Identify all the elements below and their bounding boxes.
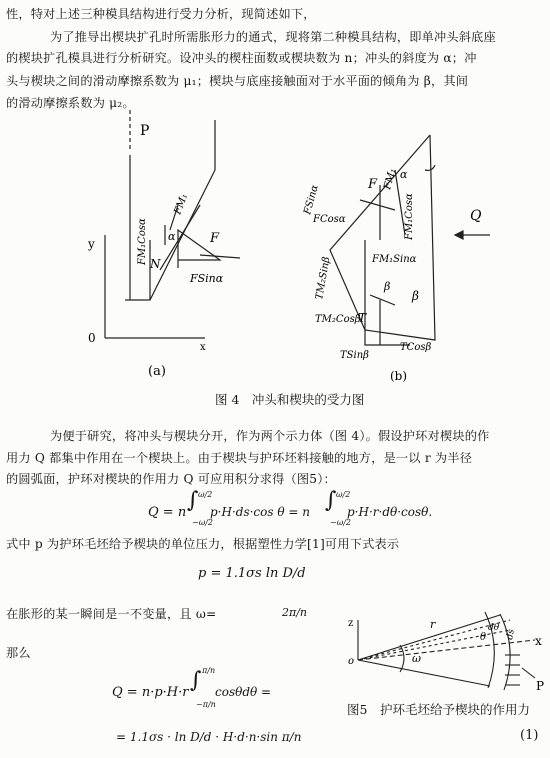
- fig4b-label-TMu2Sin: TM₂Sinβ: [314, 256, 333, 301]
- eq1-body2: p·H·r·dθ·cosθ.: [347, 505, 433, 519]
- fig5-label-theta: θ: [480, 632, 487, 643]
- fig4a-label-alpha: α: [168, 230, 176, 243]
- fig4b-label-FMu1: FM₁: [382, 167, 399, 191]
- eq1-int1-lower: −ω/2: [192, 518, 214, 527]
- fig5-label-dtheta: dθ: [488, 623, 500, 633]
- eq1-int2-lower: −ω/2: [330, 518, 352, 527]
- eq1-int1-upper: ω/2: [198, 490, 213, 499]
- fig5-label-p: P: [536, 679, 545, 693]
- fig4a-label-x: x: [200, 342, 206, 353]
- eq1-int2-sign: ∫: [325, 488, 337, 513]
- fig4a-label-N: N: [150, 257, 161, 271]
- eq1-int2-upper: ω/2: [336, 490, 351, 499]
- fig4b-label-FSin: FSinα: [302, 183, 321, 216]
- eq3-upper: π/n: [202, 666, 216, 675]
- eq1-body1: p·H·ds·cos θ = n: [210, 505, 310, 519]
- intro-line-4: 头与楔块之间的滑动摩擦系数为 μ₁；楔块与底座接触面对于水平面的倾角为 β，其间: [6, 74, 469, 88]
- after-eq2-text: 在胀形的某一瞬间是一不变量，且 ω=: [6, 607, 217, 621]
- fig5-label-r: r: [430, 618, 436, 631]
- fig4-sub-a: (a): [148, 364, 166, 379]
- fig4b-label-TSin: TSinβ: [340, 350, 369, 361]
- figure-4-caption: 图 4 冲头和楔块的受力图: [215, 392, 365, 407]
- fig4a-label-origin: 0: [88, 331, 96, 345]
- intro-line-2: 为了推导出楔块扩孔时所需胀形力的通式，现将第二种模具结构，即单冲头斜底座: [50, 30, 496, 44]
- fig4b-label-FMu1Sin: FM₁Sinα: [372, 254, 417, 265]
- figure-5-caption: 图5 护环毛坯给予楔块的作用力: [347, 702, 530, 717]
- eq1-int1-sign: ∫: [187, 488, 199, 513]
- omega-fraction: 2π/n: [282, 606, 308, 619]
- eq1-left: Q = n: [148, 505, 187, 520]
- body-line-3: 的圆弧面，护环对楔块的作用力 Q 可应用积分求得（图5）：: [6, 472, 336, 486]
- fig4a-label-FMu1Cos: FM₁Cosα: [137, 218, 148, 265]
- fig4b-label-FCos: FCosα: [313, 214, 346, 225]
- eq3-body: cosθdθ =: [215, 685, 272, 699]
- fig5-label-z: z: [348, 618, 354, 629]
- fig4a-label-FSin: FSinα: [190, 272, 224, 285]
- fig4b-label-F: F: [368, 177, 378, 192]
- then-text: 那么: [6, 646, 31, 660]
- after-eq1-text: 式中 p 为护环毛坯给予楔块的单位压力，根据塑性力学[1]可用下式表示: [6, 537, 400, 551]
- eq3-int-sign: ∫: [190, 668, 202, 693]
- fig4b-label-T: T: [358, 311, 367, 325]
- fig4b-label-Q: Q: [470, 208, 482, 224]
- intro-line-5: 的滑动摩擦系数为 μ₂。: [6, 96, 135, 110]
- eq3-left: Q = n·p·H·r: [112, 685, 189, 700]
- fig4b-label-beta1: β: [384, 280, 391, 293]
- body-line-2: 用力 Q 都集中作用在一个楔块上。由于楔块与护环坯料接触的地方，是一以 r 为半径: [6, 451, 473, 465]
- fig5-label-o: o: [348, 656, 355, 667]
- intro-line-1: 性，特对上述三种模具结构进行受力分析，现简述如下，: [6, 7, 316, 21]
- fig4a-label-P: P: [140, 123, 150, 139]
- fig4a-label-F: F: [210, 231, 220, 246]
- fig4b-label-TMu2Cos: TM₂Cosβ: [315, 314, 361, 325]
- fig4-sub-b: (b): [390, 369, 408, 383]
- fig5-label-ds: ds: [505, 628, 517, 641]
- fig5-label-x: x: [535, 634, 542, 648]
- fig4a-label-FMu1: FM₁: [172, 192, 191, 217]
- fig4b-label-TCos: TCosβ: [400, 342, 432, 353]
- eq2: p = 1.1σs ln D/d: [198, 566, 306, 581]
- fig4b-label-FMu1Cos: FM₁Cosα: [404, 193, 415, 240]
- intro-line-3: 的楔块扩孔模具进行分析研究。设冲头的楔柱面数或楔块数为 n；冲头的斜度为 α；冲: [6, 51, 477, 65]
- eq4: = 1.1σs · ln D/d · H·d·n·sin π/n: [116, 730, 302, 744]
- fig5-label-omega: ω: [412, 652, 421, 665]
- body-line-1: 为便于研究，将冲头与楔块分开，作为两个示力体（图 4）。假设护环对楔块的作: [50, 429, 490, 443]
- fig4b-label-beta2: β: [412, 289, 419, 303]
- eq3-lower: −π/n: [196, 700, 216, 709]
- fig4b-label-alpha-top: α: [400, 168, 408, 181]
- equation-number: (1): [520, 728, 539, 743]
- fig4a-label-y: y: [88, 237, 95, 251]
